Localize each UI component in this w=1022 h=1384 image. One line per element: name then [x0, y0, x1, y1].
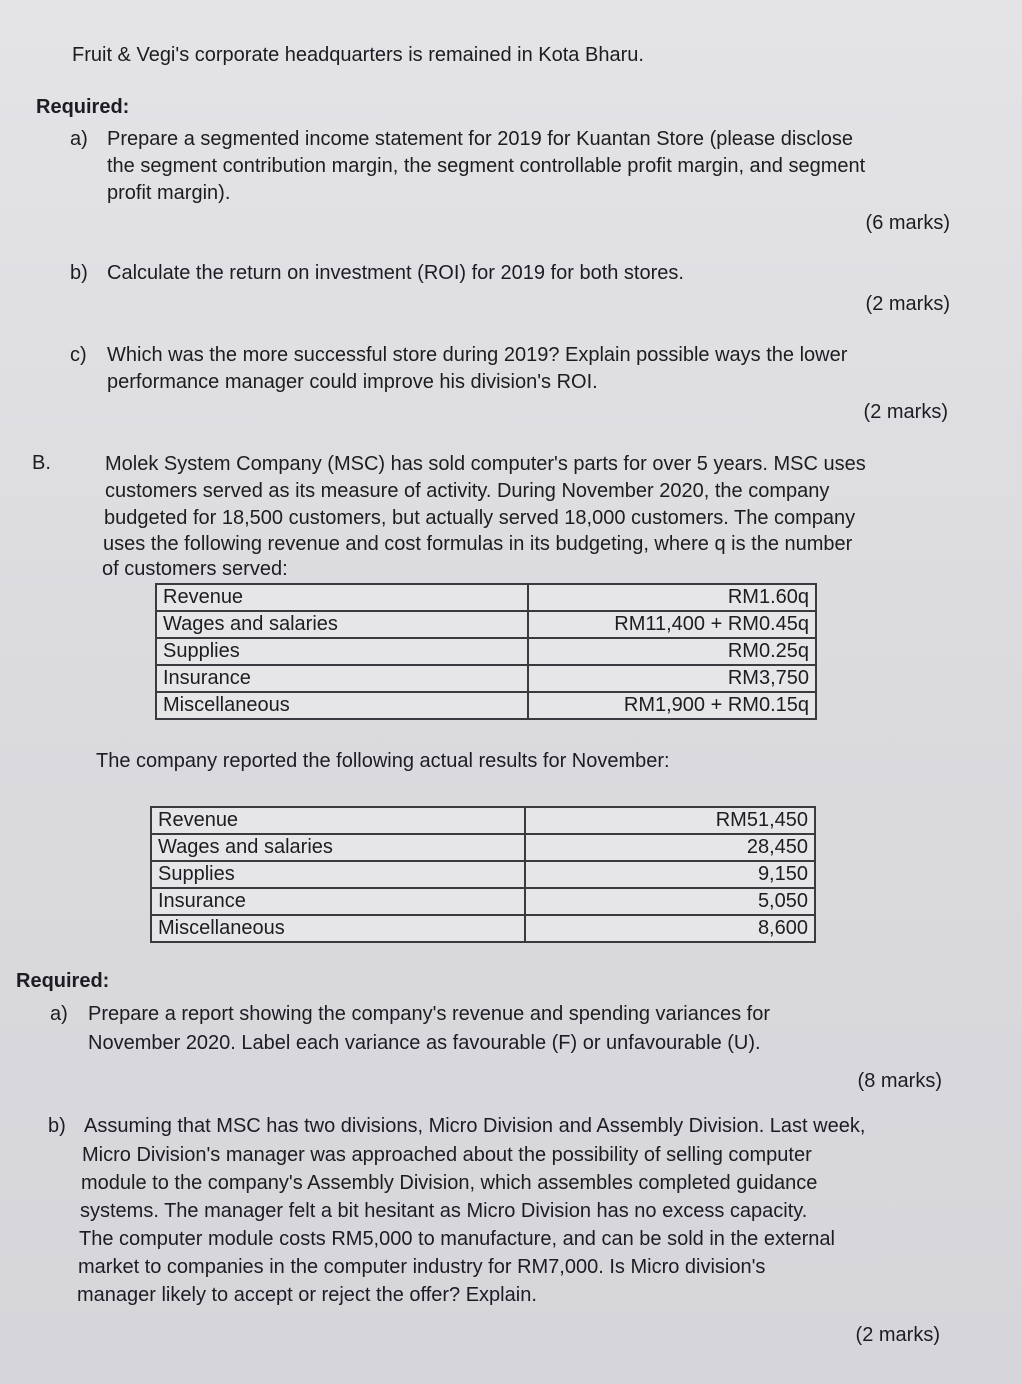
- question-a-label: a): [70, 128, 88, 150]
- budget-value: RM3,750: [528, 665, 816, 692]
- table-row: [156, 611, 816, 638]
- question-2b-marks: (2 marks): [855, 1324, 940, 1346]
- budget-value: RM1,900 + RM0.15q: [528, 692, 816, 719]
- section-b-line: customers served as its measure of activity. During November 2020, the company: [105, 480, 830, 502]
- question-c-marks: (2 marks): [863, 401, 948, 423]
- question-b-label: b): [70, 262, 88, 284]
- question-c-line: performance manager could improve his division's ROI.: [107, 371, 598, 393]
- table-row: [151, 807, 815, 834]
- actual-table: [150, 806, 816, 943]
- question-b-marks: (2 marks): [865, 293, 950, 315]
- question-2b-line: systems. The manager felt a bit hesitant as Micro Division has no excess capacity.: [80, 1200, 808, 1222]
- section-b-line: uses the following revenue and cost formulas in its budgeting, where q is the number: [103, 533, 853, 555]
- actual-item: Wages and salaries: [151, 834, 525, 861]
- question-a-line: Prepare a segmented income statement for 2019 for Kuantan Store (please disclose: [107, 128, 853, 150]
- actual-item: Insurance: [151, 888, 525, 915]
- actual-results-intro: The company reported the following actual results for November:: [96, 750, 670, 772]
- section-b-line: of customers served:: [102, 558, 288, 580]
- budget-item: Revenue: [156, 584, 528, 611]
- actual-value: 9,150: [525, 861, 815, 888]
- actual-item: Revenue: [151, 807, 525, 834]
- table-row: [151, 915, 815, 942]
- table-row: [151, 861, 815, 888]
- budget-item: Insurance: [156, 665, 528, 692]
- actual-value: 5,050: [525, 888, 815, 915]
- question-2b-line: module to the company's Assembly Division, which assembles completed guidance: [81, 1172, 818, 1194]
- actual-value: RM51,450: [525, 807, 815, 834]
- table-row: [151, 834, 815, 861]
- section-b-line: budgeted for 18,500 customers, but actually served 18,000 customers. The company: [104, 507, 856, 529]
- question-2b-line: market to companies in the computer industry for RM7,000. Is Micro division's: [78, 1256, 766, 1278]
- question-2a-line: November 2020. Label each variance as favourable (F) or unfavourable (U).: [88, 1032, 761, 1054]
- budget-item: Miscellaneous: [156, 692, 528, 719]
- required-heading-2: Required:: [16, 970, 110, 992]
- table-row: [156, 665, 816, 692]
- budget-value: RM0.25q: [528, 638, 816, 665]
- question-b-line: Calculate the return on investment (ROI) for 2019 for both stores.: [107, 262, 684, 284]
- question-2b-label: b): [48, 1115, 66, 1137]
- question-2a-label: a): [50, 1003, 68, 1025]
- budget-value: RM11,400 + RM0.45q: [528, 611, 816, 638]
- table-row: [156, 638, 816, 665]
- budget-item: Supplies: [156, 638, 528, 665]
- question-2b-line: The computer module costs RM5,000 to manufacture, and can be sold in the external: [79, 1228, 835, 1250]
- table-row: [156, 692, 816, 719]
- table-row: [156, 584, 816, 611]
- intro-text: Fruit & Vegi's corporate headquarters is remained in Kota Bharu.: [72, 44, 644, 66]
- question-c-line: Which was the more successful store during 2019? Explain possible ways the lower: [107, 344, 848, 366]
- question-2a-marks: (8 marks): [857, 1070, 942, 1092]
- actual-item: Miscellaneous: [151, 915, 525, 942]
- section-b-line: Molek System Company (MSC) has sold computer's parts for over 5 years. MSC uses: [105, 453, 866, 475]
- question-c-label: c): [70, 344, 87, 366]
- question-2a-line: Prepare a report showing the company's revenue and spending variances for: [88, 1003, 771, 1025]
- budget-table: [155, 583, 817, 720]
- question-a-line: the segment contribution margin, the segment controllable profit margin, and segment: [107, 155, 866, 177]
- table-row: [151, 888, 815, 915]
- question-2b-line: manager likely to accept or reject the offer? Explain.: [77, 1284, 537, 1306]
- section-b-label: B.: [32, 452, 51, 474]
- actual-item: Supplies: [151, 861, 525, 888]
- question-a-line: profit margin).: [107, 182, 231, 204]
- actual-value: 28,450: [525, 834, 815, 861]
- budget-item: Wages and salaries: [156, 611, 528, 638]
- actual-value: 8,600: [525, 915, 815, 942]
- question-2b-line: Assuming that MSC has two divisions, Micro Division and Assembly Division. Last week,: [84, 1115, 866, 1137]
- budget-value: RM1.60q: [528, 584, 816, 611]
- question-2b-line: Micro Division's manager was approached about the possibility of selling computer: [82, 1144, 812, 1166]
- question-a-marks: (6 marks): [865, 212, 950, 234]
- required-heading-1: Required:: [36, 96, 130, 118]
